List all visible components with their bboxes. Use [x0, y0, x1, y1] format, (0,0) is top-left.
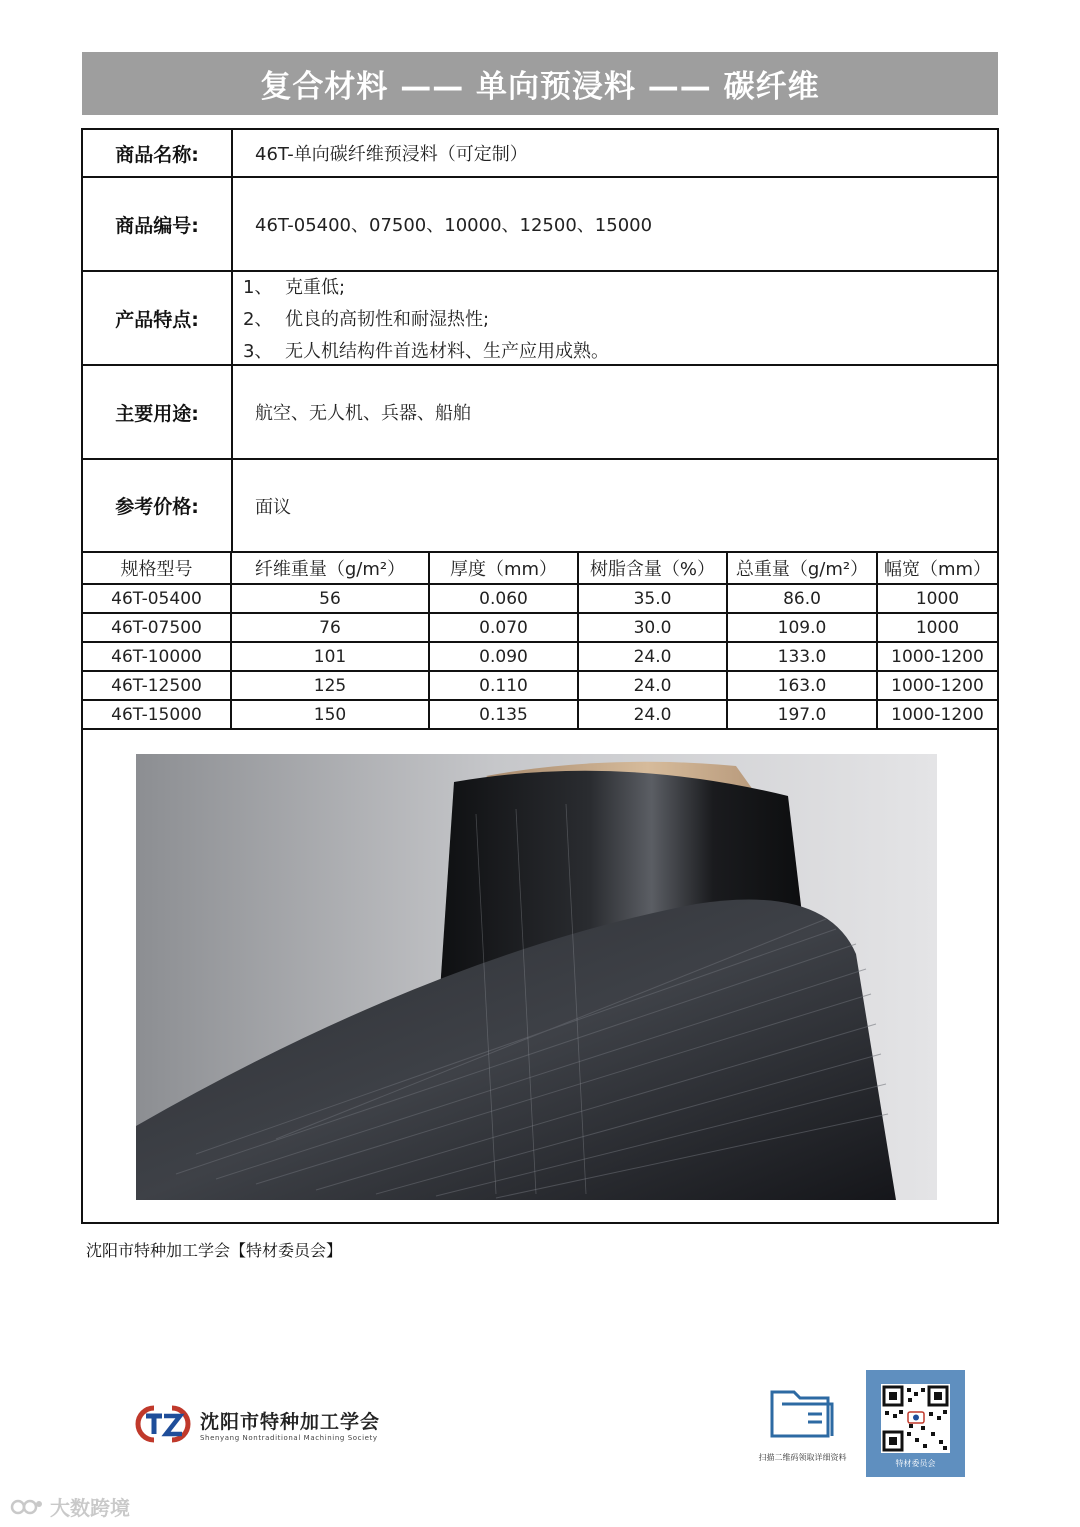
- table-cell: 0.135: [429, 700, 578, 729]
- table-cell: 46T-05400: [83, 584, 231, 613]
- spec-header-cell: 树脂含量（%）: [578, 552, 727, 584]
- feature-item: [243, 305, 997, 331]
- society-logo: [132, 1402, 380, 1446]
- product-name-row: [83, 130, 997, 178]
- logo-chinese-name: 沈阳市特种加工学会: [200, 1410, 381, 1433]
- product-name-value: 46T-单向碳纤维预浸料（可定制）: [255, 144, 528, 165]
- table-cell: 46T-12500: [83, 671, 231, 700]
- scan-caption: 扫描二维码领取详细资料: [758, 1453, 847, 1462]
- feature-item: [243, 337, 997, 363]
- price-label: 参考价格:: [83, 460, 233, 551]
- table-cell: 46T-07500: [83, 613, 231, 642]
- table-cell: 24.0: [578, 700, 727, 729]
- organization-caption: 沈阳市特种加工学会【特材委员会】: [86, 1241, 343, 1260]
- table-cell: 1000: [877, 584, 997, 613]
- table-cell: 0.090: [429, 642, 578, 671]
- feature-number: 2、: [243, 309, 273, 330]
- page-title: 复合材料 —— 单向预浸料 —— 碳纤维: [260, 69, 820, 105]
- product-code-row: [83, 178, 997, 272]
- table-cell: 30.0: [578, 613, 727, 642]
- feature-text: 无人机结构件首选材料、生产应用成熟。: [285, 341, 609, 362]
- table-cell: 163.0: [727, 671, 877, 700]
- usage-value: 航空、无人机、兵器、船舶: [255, 403, 471, 424]
- spec-header-row: [83, 552, 997, 584]
- table-cell: 56: [231, 584, 429, 613]
- feature-number: 1、: [243, 277, 273, 298]
- table-cell: 197.0: [727, 700, 877, 729]
- features-list: [233, 272, 997, 364]
- page-title-banner: [82, 52, 998, 115]
- table-row: [83, 613, 997, 642]
- spec-header-cell: 总重量（g/m²）: [727, 552, 877, 584]
- carbon-fiber-roll-photo: [136, 754, 937, 1200]
- spec-header-cell: 幅宽（mm）: [877, 552, 997, 584]
- table-cell: 101: [231, 642, 429, 671]
- table-cell: 1000-1200: [877, 700, 997, 729]
- table-row: [83, 700, 997, 729]
- table-cell: 133.0: [727, 642, 877, 671]
- product-name-label: 商品名称:: [83, 130, 233, 176]
- feature-text: 优良的高韧性和耐湿热性;: [285, 309, 490, 330]
- table-cell: 46T-10000: [83, 642, 231, 671]
- table-cell: 0.110: [429, 671, 578, 700]
- watermark-text: 大数跨境: [50, 1496, 130, 1520]
- folder-icon: [768, 1384, 838, 1442]
- table-cell: 1000-1200: [877, 671, 997, 700]
- product-code-label: 商品编号:: [83, 178, 233, 270]
- table-cell: 86.0: [727, 584, 877, 613]
- table-cell: 46T-15000: [83, 700, 231, 729]
- qr-caption: 特材委员会: [895, 1459, 936, 1468]
- spec-header-cell: 规格型号: [83, 552, 231, 584]
- table-cell: 0.060: [429, 584, 578, 613]
- table-cell: 35.0: [578, 584, 727, 613]
- table-row: [83, 584, 997, 613]
- watermark: [10, 1492, 130, 1521]
- qr-code-icon[interactable]: [881, 1384, 950, 1453]
- table-cell: 1000-1200: [877, 642, 997, 671]
- product-code-value: 46T-05400、07500、10000、12500、15000: [255, 215, 653, 236]
- table-cell: 150: [231, 700, 429, 729]
- features-row: [83, 272, 997, 366]
- spec-header-cell: 纤维重量（g/m²）: [231, 552, 429, 584]
- table-cell: 109.0: [727, 613, 877, 642]
- features-label: 产品特点:: [83, 272, 233, 364]
- table-cell: 24.0: [578, 642, 727, 671]
- feature-number: 3、: [243, 341, 273, 362]
- table-row: [83, 642, 997, 671]
- feature-item: [243, 273, 997, 299]
- price-value: 面议: [255, 496, 291, 518]
- table-row: [83, 671, 997, 700]
- feature-text: 克重低;: [285, 277, 346, 298]
- download-materials: [750, 1384, 855, 1463]
- product-sheet: [81, 128, 999, 1224]
- table-cell: 76: [231, 613, 429, 642]
- price-row: [83, 460, 997, 551]
- spec-header-cell: 厚度（mm）: [429, 552, 578, 584]
- usage-row: [83, 366, 997, 460]
- table-cell: 1000: [877, 613, 997, 642]
- table-cell: 125: [231, 671, 429, 700]
- usage-label: 主要用途:: [83, 366, 233, 458]
- society-emblem-icon: [132, 1402, 194, 1446]
- spec-table: [83, 551, 997, 730]
- table-cell: 24.0: [578, 671, 727, 700]
- watermark-logo-icon: [10, 1496, 44, 1518]
- table-cell: 0.070: [429, 613, 578, 642]
- logo-english-name: Shenyang Nontraditional Machining Society: [200, 1433, 378, 1442]
- qr-panel[interactable]: [866, 1370, 965, 1477]
